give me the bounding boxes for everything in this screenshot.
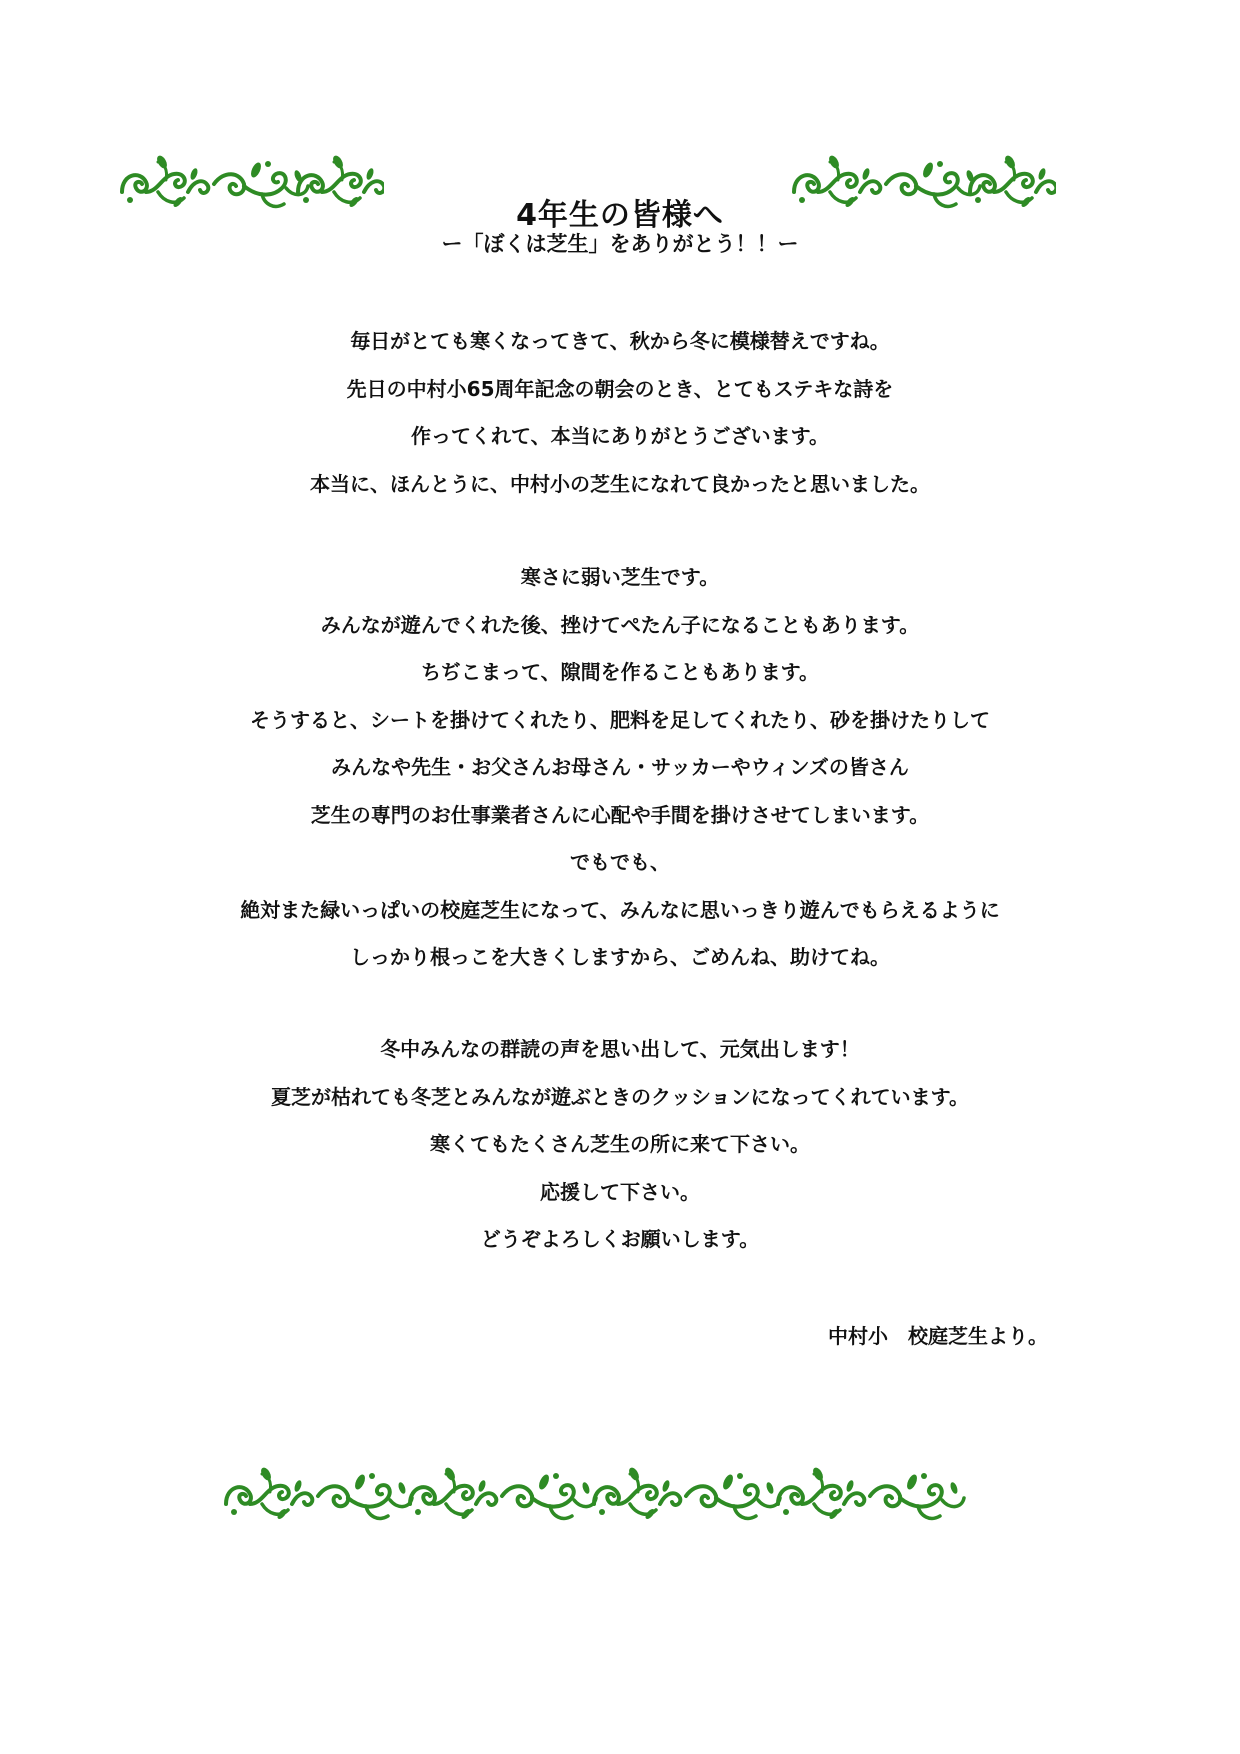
text-line: 夏芝が枯れても冬芝とみんなが遊ぶときのクッションになってくれています。 [271, 1084, 969, 1109]
text-line: 本当に、ほんとうに、中村小の芝生になれて良かったと思いました。 [310, 471, 930, 496]
text-line: しっかり根っこを大きくしますから、ごめんね、助けてね。 [350, 945, 890, 969]
signature: 中村小 校庭芝生より。 [828, 1324, 1048, 1348]
text-line: みんなが遊んでくれた後、挫けてぺたん子になることもあります。 [320, 612, 920, 637]
paragraph-3 [0, 1026, 1240, 1264]
text-line: 毎日がとても寒くなってきて、秋から冬に模様替えですね。 [350, 329, 890, 353]
text-line: 冬中みんなの群読の声を思い出して、元気出します！ [380, 1037, 860, 1061]
page-subtitle: ー「ぼくは芝生」をありがとう！！ー [441, 232, 799, 256]
text-line: 作ってくれて、本当にありがとうございます。 [411, 424, 829, 448]
text-line: 絶対また緑いっぱいの校庭芝生になって、みんなに思いっきり遊んでもらえるように [240, 897, 1000, 922]
text-line: でもでも、 [570, 850, 670, 874]
text-line: 応援して下さい。 [540, 1179, 700, 1204]
text-line: どうぞよろしくお願いします。 [480, 1227, 760, 1251]
vine-ornament-bottom-icon [222, 1456, 1012, 1530]
text-line: 先日の中村小65周年記念の朝会のとき、とてもステキな詩を [346, 376, 894, 401]
text-line: そうすると、シートを掛けてくれたり、肥料を足してくれたり、砂を掛けたりして [250, 707, 990, 732]
text-line: みんなや先生・お父さんお母さん・サッカーやウィンズの皆さん [331, 755, 909, 779]
paragraph-2 [0, 554, 1240, 982]
text-line: 芝生の専門のお仕事業者さんに心配や手間を掛けさせてしまいます。 [310, 802, 930, 827]
text-line: ちぢこまって、隙間を作ることもあります。 [421, 660, 819, 684]
text-line: 寒さに弱い芝生です。 [520, 565, 720, 589]
text-line: 寒くてもたくさん芝生の所に来て下さい。 [430, 1132, 810, 1156]
page-title: 4年生の皆様へ [516, 198, 724, 234]
paragraph-1 [0, 318, 1240, 508]
